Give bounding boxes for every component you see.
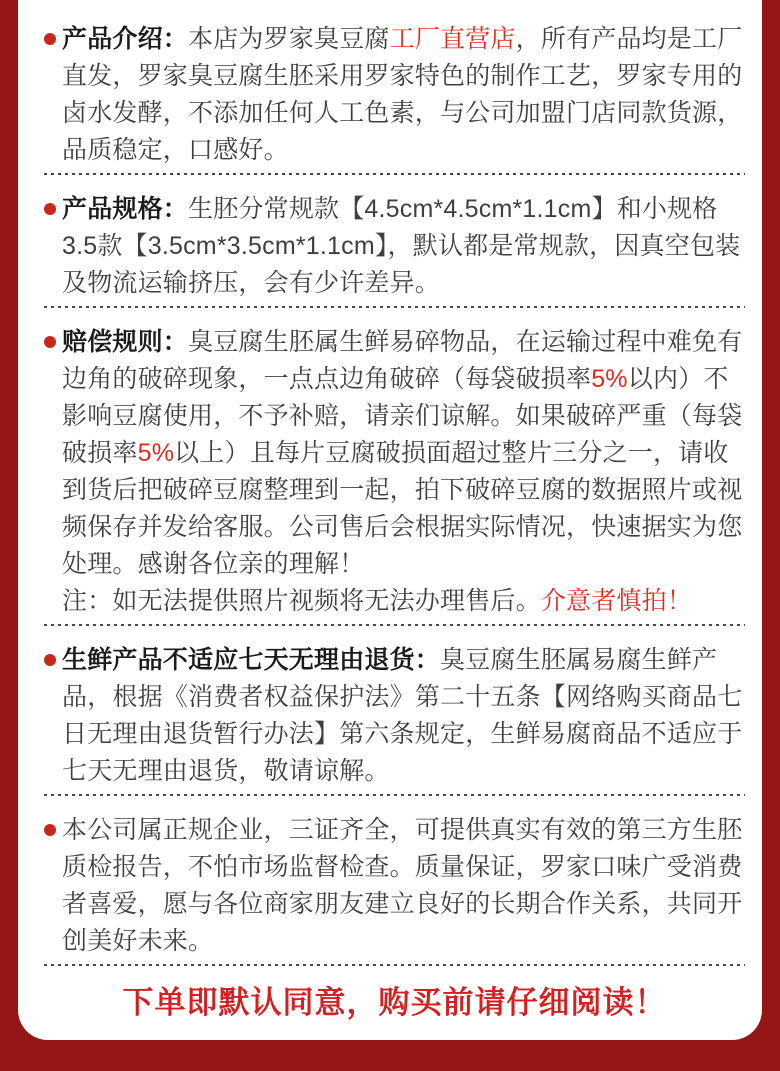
section <box>44 642 745 790</box>
dashed-divider <box>44 173 745 175</box>
section <box>44 191 745 302</box>
highlight-text: 5% <box>137 439 175 467</box>
section-heading: 产品规格： <box>62 195 189 223</box>
section <box>44 21 745 169</box>
section-text <box>62 21 745 169</box>
section-text <box>62 642 745 790</box>
purchase-agreement-notice: 下单即默认同意，购买前请仔细阅读！ <box>122 985 667 1020</box>
sections-list <box>44 21 745 966</box>
description-card <box>18 0 762 1040</box>
body-text: 以上）且每片豆腐破损面超过整片三分之一，请收到货后把破碎豆腐整理到一起，拍下破碎豆腐的数据照片或视频保存并发给客服。公司售后会根据实际情况，快速据实为您处理。感谢各位亲的理解！ <box>62 439 743 578</box>
highlight-text: 5% <box>591 365 628 393</box>
body-text: 生胚分常规款【4.5cm*4.5cm*1.1cm】和小规格3.5款【3.5cm*3.5cm*1.1cm】，默认都是常规款，因真空包装及物流运输挤压，会有少许差异。 <box>62 195 741 297</box>
body-text: ，所有产品均是工厂直发，罗家臭豆腐生胚采用罗家特色的制作工艺，罗家专用的卤水发酵，不添加任何人工色素，与公司加盟门店同款货源，品质稳定，口感好。 <box>62 25 743 164</box>
section-text <box>62 191 745 302</box>
dashed-divider <box>44 624 745 626</box>
dashed-divider <box>44 306 745 308</box>
section-heading: 产品介绍： <box>62 25 189 53</box>
dashed-divider <box>44 964 745 966</box>
bullet-icon <box>44 824 56 836</box>
highlight-text: 介意者慎拍！ <box>540 587 693 615</box>
body-text: 以内）不影响豆腐使用，不予补赔，请亲们谅解。如果破碎严重（每袋破损率 <box>62 365 743 467</box>
bullet-icon <box>44 203 56 215</box>
dashed-divider <box>44 794 745 796</box>
body-text: 本公司属正规企业，三证齐全，可提供真实有效的第三方生胚质检报告，不怕市场监督检查。质量保证，罗家口味广受消费者喜爱，愿与各位商家朋友建立良好的长期合作关系，共同开创美好未来。 <box>62 816 743 955</box>
section-text <box>62 324 745 620</box>
section-heading: 赔偿规则： <box>62 328 189 356</box>
body-text: 注：如无法提供照片视频将无法办理售后。 <box>62 587 541 615</box>
bullet-icon <box>44 336 56 348</box>
body-text: 臭豆腐生胚属生鲜易碎物品，在运输过程中难免有边角的破碎现象，一点点边角破碎（每袋破损率 <box>62 328 743 393</box>
highlight-text: 工厂直营店 <box>389 25 516 53</box>
section <box>44 324 745 620</box>
bullet-icon <box>44 654 56 666</box>
section-text <box>62 812 745 960</box>
section-heading: 生鲜产品不适应七天无理由退货： <box>62 646 441 674</box>
bullet-icon <box>44 33 56 45</box>
body-text: 臭豆腐生胚属易腐生鲜产品，根据《消费者权益保护法》第二十五条【网络购买商品七日无理由退货暂行办法】第六条规定，生鲜易腐商品不适应于七天无理由退货，敬请谅解。 <box>62 646 743 785</box>
section <box>44 812 745 960</box>
body-text: 本店为罗家臭豆腐 <box>188 25 390 53</box>
